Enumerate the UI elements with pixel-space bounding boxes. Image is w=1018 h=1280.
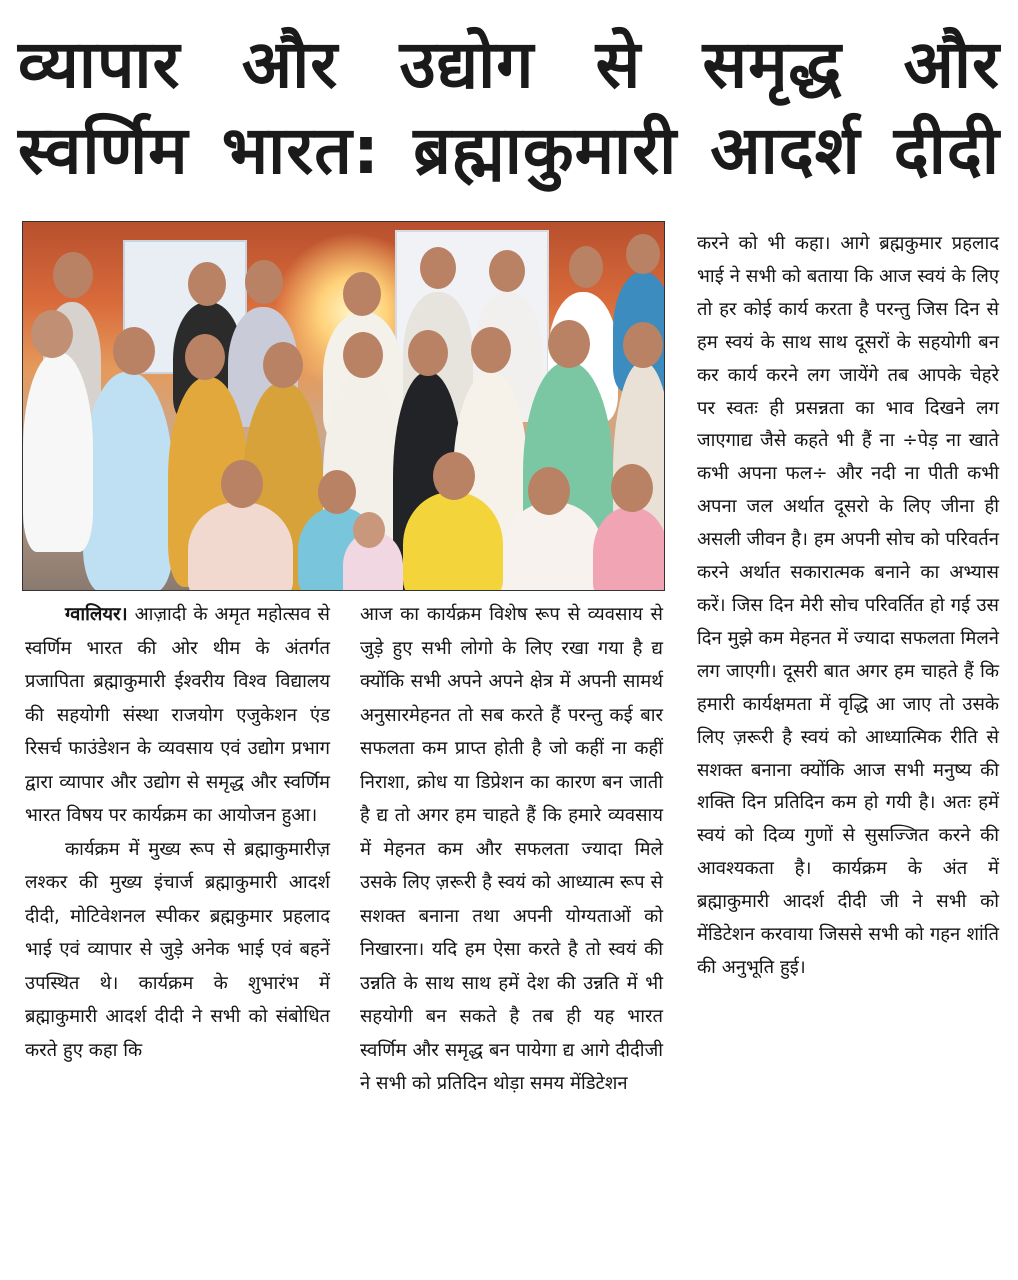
photo-person [83, 372, 173, 591]
photo-person [593, 507, 665, 591]
article-paragraph: कार्यक्रम में मुख्य रूप से ब्रह्माकुमारीज़ लश्कर की मुख्य इंचार्ज ब्रह्माकुमारी आदर्श दीदी, मोटिवेशनल स्पीकर ब्रह्मकुमार प्रहलाद भाई एवं व्यापार से जुड़े अनेक भाई एवं बहनें उपस्थित थे। कार्यक्रम के शुभारंभ में ब्रह्माकुमारी आदर्श दीदी ने सभी को संबोधित करते हुए कहा कि [25, 838, 330, 1061]
headline-line-2: स्वर्णिम भारत: ब्रह्माकुमारी आदर्श दीदी [18, 112, 1000, 189]
photo-person-head [611, 464, 653, 512]
photo-child [23, 352, 93, 552]
photo-child-head [31, 310, 73, 358]
photo-person-head [569, 246, 603, 288]
photo-person-head [420, 247, 456, 289]
photo-person-head [221, 460, 263, 508]
photo-person-head [626, 234, 660, 274]
photo-person-head [263, 342, 303, 388]
photo-person-head [53, 252, 93, 298]
photo-person-head [548, 320, 590, 368]
article-paragraph: करने को भी कहा। आगे ब्रह्मकुमार प्रहलाद भाई ने सभी को बताया कि आज स्वयं के लिए तो हर कोई कार्य करता है परन्तु जिस दिन से हम स्वयं के साथ साथ दूसरों के सहयोगी बन कर कार्य करने लग जायेंगे तब आपके चेहरे पर स्वतः ही प्रसन्नता का भाव दिखने लग जाएगाद्य जैसे कहते भी हैं ना ÷पेड़ ना खाते कभी अपना फल÷ और नदी ना पीती कभी अपना जल अर्थात दूसरो के लिए जीना ही असली जीवन है। हम अपनी सोच को परिवर्तन करने अर्थात सकारात्मक बनाने का अभ्यास करें। जिस दिन मेरी सोच परिवर्तित हो गई उस दिन मुझे कम मेहनत में ज्यादा सफलता मिलने लग जाएगी। दूसरी बात अगर हम चाहते हैं कि हमारी कार्यक्षमता में वृद्धि आ जाए तो उसके लिए ज़रूरी है स्वयं को आध्यात्मिक रीति से सशक्त बनाना क्योंकि आज सभी मनुष्य की शक्ति दिन प्रतिदिन कम हो गयी है। अतः हमें स्वयं को दिव्य गुणों से सुसज्जित करने की आवश्यकता है। कार्यक्रम के अंत में ब्रह्माकुमारी आदर्श दीदी जी ने सभी को मेंडिटेशन करवाया जिससे सभी को गहन शांति की अनुभूति हुई। [697, 233, 999, 978]
photo-person-head [188, 262, 226, 306]
photo-person-head [623, 322, 663, 368]
photo-person-head [528, 467, 570, 515]
group-photo [22, 221, 665, 591]
photo-person-head [433, 452, 475, 500]
photo-person-head [343, 332, 383, 378]
photo-person-head [489, 250, 525, 292]
article-paragraph [25, 598, 330, 833]
photo-person-head [185, 334, 225, 380]
dateline: ग्वालियर। [65, 604, 128, 625]
article-column-1 [25, 598, 330, 1067]
article-column-3 [697, 228, 999, 985]
photo-person [503, 502, 603, 591]
photo-person-head [408, 330, 448, 376]
photo-person [188, 502, 293, 591]
photo-person-head [471, 327, 511, 373]
photo-child-head [353, 512, 385, 548]
photo-person-head [318, 470, 356, 514]
article-paragraph: आज का कार्यक्रम विशेष रूप से व्यवसाय से जुड़े हुए सभी लोगो के लिए रखा गया है द्य क्योंकि सभी अपने अपने क्षेत्र में अपनी सामर्थ अनुसारमेहनत तो सब करते हैं परन्तु कई बार सफलता कम प्राप्त होती है जो कहीं ना कहीं निराशा, क्रोध या डिप्रेशन का कारण बन जाती है द्य तो अगर हम चाहते हैं कि हमारे व्यवसाय में मेहनत कम और सफलता ज्यादा मिले उसके लिए ज़रूरी है स्वयं को आध्यात्म रूप से सशक्त बनाना तथा अपनी योग्यताओं को निखारना। यदि हम ऐसा करते है तो स्वयं की उन्नति के साथ साथ हमें देश की उन्नति में भी सहयोगी बन सकते है तब ही यह भारत स्वर्णिम और समृद्ध बन पायेगा द्य आगे दीदीजी ने सभी को प्रतिदिन थोड़ा समय मेंडिटेशन [360, 604, 663, 1094]
photo-person [403, 492, 503, 591]
photo-person-head [343, 272, 381, 316]
headline-line-1: व्यापार और उद्योग से समृद्ध और [18, 26, 1000, 103]
photo-person-head [113, 327, 155, 375]
article-text: आज़ादी के अमृत महोत्सव से स्वर्णिम भारत की ओर थीम के अंतर्गत प्रजापिता ब्रह्माकुमारी ईश्वरीय विश्व विद्यालय की सहयोगी संस्था राजयोग एजुकेशन एंड रिसर्च फाउंडेशन के व्यवसाय एवं उद्योग प्रभाग द्वारा व्यापार और उद्योग से समृद्ध और स्वर्णिम भारत विषय पर कार्यक्रम का आयोजन हुआ। [25, 604, 330, 826]
photo-person-head [245, 260, 283, 304]
article-column-2 [360, 598, 663, 1101]
